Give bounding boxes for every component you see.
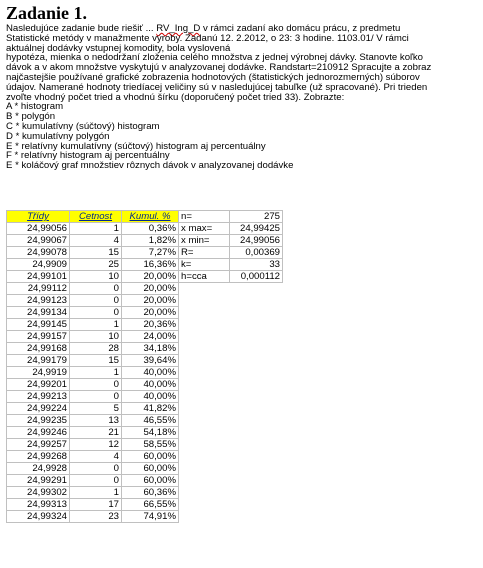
class-value: 24,99213	[7, 391, 70, 403]
cumulative-percent: 60,00%	[122, 475, 179, 487]
stat-label: x min=	[179, 235, 230, 247]
empty-cell	[179, 499, 230, 511]
table-row	[7, 463, 283, 475]
student-name: RV_Ing_D	[156, 23, 201, 34]
class-value: 24,99224	[7, 403, 70, 415]
cumulative-percent: 0,36%	[122, 223, 179, 235]
assignment-text	[6, 24, 483, 171]
empty-cell	[179, 427, 230, 439]
task-item-c: C * kumulatívny (súčtový) histogram	[6, 120, 160, 132]
stat-label: R=	[179, 247, 230, 259]
frequency-value: 1	[70, 319, 122, 331]
frequency-value: 17	[70, 499, 122, 511]
class-value: 24,99067	[7, 235, 70, 247]
table-row	[7, 271, 283, 283]
class-value: 24,99101	[7, 271, 70, 283]
empty-cell	[230, 511, 283, 523]
empty-cell	[230, 319, 283, 331]
cumulative-percent: 40,00%	[122, 391, 179, 403]
empty-cell	[230, 487, 283, 499]
table-row	[7, 499, 283, 511]
cumulative-percent: 54,18%	[122, 427, 179, 439]
text-segment: Nasledujúce zadanie bude riešiť ...	[6, 23, 157, 34]
table-row	[7, 367, 283, 379]
text-line: dávok a v akom množstve vyskytujú v analyzovanej dodávke. Randstart=210912 Spracujte a zobraz	[6, 62, 432, 74]
class-value: 24,9919	[7, 367, 70, 379]
class-value: 24,99313	[7, 499, 70, 511]
cumulative-percent: 16,36%	[122, 259, 179, 271]
empty-cell	[179, 403, 230, 415]
table-row	[7, 415, 283, 427]
cumulative-percent: 20,00%	[122, 295, 179, 307]
class-value: 24,99302	[7, 487, 70, 499]
stat-value: 24,99425	[230, 223, 283, 235]
frequency-value: 0	[70, 295, 122, 307]
text-line: aktuálnej dodávky vstupnej komodity, bola vyslovená	[6, 42, 231, 54]
class-value: 24,99157	[7, 331, 70, 343]
empty-cell	[230, 439, 283, 451]
task-item-d: D * kumulatívny polygón	[6, 130, 110, 142]
class-value: 24,99246	[7, 427, 70, 439]
empty-cell	[230, 499, 283, 511]
table-row	[7, 235, 283, 247]
frequency-value: 0	[70, 391, 122, 403]
empty-cell	[230, 451, 283, 463]
class-value: 24,99235	[7, 415, 70, 427]
cumulative-percent: 60,00%	[122, 463, 179, 475]
frequency-value: 4	[70, 235, 122, 247]
class-value: 24,99145	[7, 319, 70, 331]
empty-cell	[230, 391, 283, 403]
table-row	[7, 307, 283, 319]
column-header-frequency: Cetnost	[70, 211, 122, 223]
text-line: najčastejšie používané grafické zobrazenia hodnotových (štatistických jednorozmerných) súborov	[6, 71, 420, 83]
frequency-value: 1	[70, 223, 122, 235]
text-segment: v rámci zadaní ako domácu prácu, z predmetu	[200, 23, 401, 34]
empty-cell	[179, 487, 230, 499]
table-row	[7, 511, 283, 523]
class-value: 24,9909	[7, 259, 70, 271]
table-row	[7, 391, 283, 403]
frequency-value: 23	[70, 511, 122, 523]
text-line: zvoľte vhodný počet tried a vhodnú šírku (doporučený počet tried 33). Zobrazte:	[6, 91, 345, 103]
frequency-value: 10	[70, 331, 122, 343]
table-row	[7, 439, 283, 451]
cumulative-percent: 34,18%	[122, 343, 179, 355]
cumulative-percent: 74,91%	[122, 511, 179, 523]
empty-cell	[179, 451, 230, 463]
frequency-value: 25	[70, 259, 122, 271]
stat-value: 33	[230, 259, 283, 271]
class-value: 24,99291	[7, 475, 70, 487]
table-row	[7, 223, 283, 235]
stat-label: k=	[179, 259, 230, 271]
frequency-value: 0	[70, 283, 122, 295]
stat-label: x max=	[179, 223, 230, 235]
table-row	[7, 259, 283, 271]
empty-cell	[230, 403, 283, 415]
column-header-classes: Třídy	[7, 211, 70, 223]
frequency-value: 0	[70, 307, 122, 319]
empty-cell	[179, 379, 230, 391]
table-row	[7, 343, 283, 355]
empty-cell	[230, 331, 283, 343]
cumulative-percent: 20,36%	[122, 319, 179, 331]
table-row	[7, 427, 283, 439]
frequency-value: 1	[70, 367, 122, 379]
frequency-value: 28	[70, 343, 122, 355]
frequency-value: 12	[70, 439, 122, 451]
table-row	[7, 295, 283, 307]
cumulative-percent: 40,00%	[122, 367, 179, 379]
empty-cell	[230, 307, 283, 319]
cumulative-percent: 24,00%	[122, 331, 179, 343]
task-item-e2: E * koláčový graf množstiev rôznych dávok v analyzovanej dodávke	[6, 160, 294, 172]
stat-value: 0,000112	[230, 271, 283, 283]
empty-cell	[230, 427, 283, 439]
cumulative-percent: 66,55%	[122, 499, 179, 511]
empty-cell	[230, 475, 283, 487]
empty-cell	[179, 343, 230, 355]
frequency-value: 5	[70, 403, 122, 415]
class-value: 24,99056	[7, 223, 70, 235]
empty-cell	[230, 355, 283, 367]
cumulative-percent: 20,00%	[122, 307, 179, 319]
empty-cell	[179, 283, 230, 295]
frequency-value: 0	[70, 463, 122, 475]
cumulative-percent: 46,55%	[122, 415, 179, 427]
document-title: Zadanie 1.	[6, 3, 88, 23]
frequency-value: 4	[70, 451, 122, 463]
table-row	[7, 487, 283, 499]
task-item-a: A * histogram	[6, 101, 64, 113]
cumulative-percent: 58,55%	[122, 439, 179, 451]
table-row	[7, 247, 283, 259]
class-value: 24,99078	[7, 247, 70, 259]
frequency-value: 0	[70, 379, 122, 391]
cumulative-percent: 39,64%	[122, 355, 179, 367]
table-header-row	[7, 211, 283, 223]
frequency-value: 15	[70, 247, 122, 259]
task-item-b: B * polygón	[6, 111, 56, 123]
empty-cell	[179, 391, 230, 403]
empty-cell	[230, 463, 283, 475]
empty-cell	[230, 367, 283, 379]
stat-value: 0,00369	[230, 247, 283, 259]
class-value: 24,99257	[7, 439, 70, 451]
frequency-value: 0	[70, 475, 122, 487]
cumulative-percent: 60,00%	[122, 451, 179, 463]
empty-cell	[179, 367, 230, 379]
class-value: 24,99268	[7, 451, 70, 463]
frequency-value: 21	[70, 427, 122, 439]
cumulative-percent: 60,36%	[122, 487, 179, 499]
table-row	[7, 331, 283, 343]
frequency-value: 10	[70, 271, 122, 283]
table-row	[7, 475, 283, 487]
empty-cell	[179, 511, 230, 523]
class-value: 24,99168	[7, 343, 70, 355]
frequency-value: 13	[70, 415, 122, 427]
column-header-cumulative: Kumul. %	[122, 211, 179, 223]
table-row	[7, 451, 283, 463]
empty-cell	[230, 343, 283, 355]
frequency-value: 15	[70, 355, 122, 367]
empty-cell	[179, 295, 230, 307]
empty-cell	[179, 463, 230, 475]
class-value: 24,99201	[7, 379, 70, 391]
table-row	[7, 403, 283, 415]
frequency-table	[6, 210, 283, 523]
class-value: 24,99324	[7, 511, 70, 523]
class-value: 24,99134	[7, 307, 70, 319]
empty-cell	[179, 319, 230, 331]
frequency-value: 1	[70, 487, 122, 499]
class-value: 24,99179	[7, 355, 70, 367]
empty-cell	[179, 331, 230, 343]
text-line: údajov. Namerané hodnoty triedíacej veličiny sú v nasledujúcej tabuľke (už spracované). Pri trieden	[6, 81, 428, 93]
table-row	[7, 379, 283, 391]
text-line: hypotéza, mienka o nedodržaní zloženia celého množstva z jednej výrobnej dávky. Stanovte koľko	[6, 52, 423, 64]
empty-cell	[230, 295, 283, 307]
empty-cell	[230, 379, 283, 391]
text-line: Statistické metódy v manažmente výroby. Zadanú 12. 2.2012, o 23: 3 hodine. 1103.01/ V rámci	[6, 32, 409, 44]
table-row	[7, 283, 283, 295]
cumulative-percent: 20,00%	[122, 283, 179, 295]
empty-cell	[179, 439, 230, 451]
stat-value: 275	[230, 211, 283, 223]
stat-value: 24,99056	[230, 235, 283, 247]
task-item-e: E * relatívny kumulatívny (súčtový) histogram aj percentuálny	[6, 140, 266, 152]
stat-label: h=cca	[179, 271, 230, 283]
task-item-f: F * relatívny histogram aj percentuálny	[6, 150, 170, 162]
empty-cell	[179, 415, 230, 427]
table-row	[7, 319, 283, 331]
cumulative-percent: 20,00%	[122, 271, 179, 283]
empty-cell	[179, 307, 230, 319]
cumulative-percent: 40,00%	[122, 379, 179, 391]
class-value: 24,9928	[7, 463, 70, 475]
class-value: 24,99123	[7, 295, 70, 307]
cumulative-percent: 7,27%	[122, 247, 179, 259]
stat-label: n=	[179, 211, 230, 223]
empty-cell	[230, 415, 283, 427]
class-value: 24,99112	[7, 283, 70, 295]
empty-cell	[179, 355, 230, 367]
table-row	[7, 355, 283, 367]
cumulative-percent: 41,82%	[122, 403, 179, 415]
empty-cell	[179, 475, 230, 487]
cumulative-percent: 1,82%	[122, 235, 179, 247]
empty-cell	[230, 283, 283, 295]
